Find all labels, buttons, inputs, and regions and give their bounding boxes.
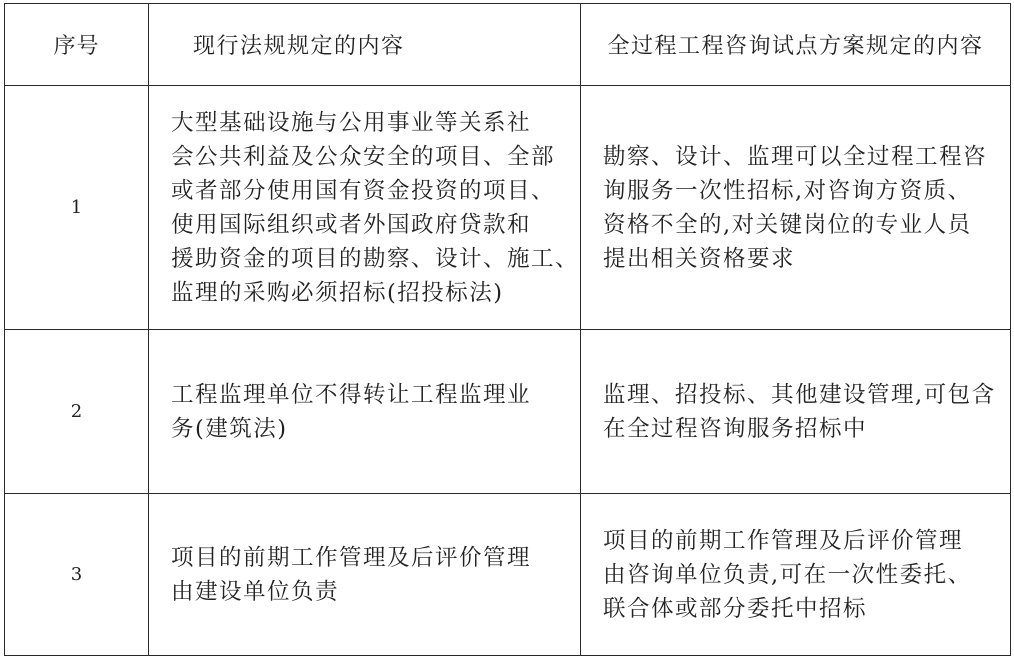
current-law-cell — [149, 494, 581, 656]
table-row — [5, 494, 1011, 656]
table-row — [5, 86, 1011, 330]
comparison-table — [4, 3, 1011, 656]
row-index: 1 — [5, 86, 149, 330]
text-line: 由建设单位负责 — [171, 578, 340, 605]
current-law-cell — [149, 330, 581, 494]
header-pilot-plan: 全过程工程咨询试点方案规定的内容 — [581, 4, 1011, 86]
table-row — [5, 330, 1011, 494]
text-line: 大型基础设施与公用事业等关系社 — [171, 109, 532, 136]
text-line: 在全过程咨询服务招标中 — [603, 415, 868, 442]
current-law-text — [149, 541, 580, 609]
text-line: 使用国际组织或者外国政府贷款和 — [171, 211, 532, 238]
current-law-text — [149, 106, 580, 310]
text-line: 提出相关资格要求 — [603, 245, 796, 272]
text-line: 工程监理单位不得转让工程监理业 — [171, 381, 532, 408]
pilot-plan-cell — [581, 86, 1011, 330]
pilot-plan-cell — [581, 330, 1011, 494]
pilot-plan-text — [581, 524, 1010, 626]
text-line: 询服务一次性招标,对咨询方资质、 — [603, 177, 972, 204]
text-line: 联合体或部分委托中招标 — [603, 595, 868, 622]
row-index: 2 — [5, 330, 149, 494]
text-line: 务(建筑法) — [171, 415, 288, 442]
text-line: 项目的前期工作管理及后评价管理 — [603, 527, 964, 554]
current-law-text — [149, 378, 580, 446]
text-line: 资格不全的,对关键岗位的专业人员 — [603, 211, 972, 238]
row-index: 3 — [5, 494, 149, 656]
text-line: 或者部分使用国有资金投资的项目、 — [171, 177, 556, 204]
pilot-plan-text — [581, 378, 1010, 446]
header-row — [5, 4, 1011, 86]
header-current-law: 现行法规规定的内容 — [149, 4, 581, 86]
text-line: 会公共利益及公众安全的项目、全部 — [171, 143, 556, 170]
text-line: 勘察、设计、监理可以全过程工程咨 — [603, 143, 988, 170]
text-line: 项目的前期工作管理及后评价管理 — [171, 544, 532, 571]
text-line: 监理、招投标、其他建设管理,可包含 — [603, 381, 996, 408]
header-index: 序号 — [5, 4, 149, 86]
text-line: 监理的采购必须招标(招投标法) — [171, 279, 504, 306]
current-law-cell — [149, 86, 581, 330]
text-line: 援助资金的项目的勘察、设计、施工、 — [171, 245, 580, 272]
pilot-plan-text — [581, 140, 1010, 276]
pilot-plan-cell — [581, 494, 1011, 656]
text-line: 由咨询单位负责,可在一次性委托、 — [603, 561, 972, 588]
